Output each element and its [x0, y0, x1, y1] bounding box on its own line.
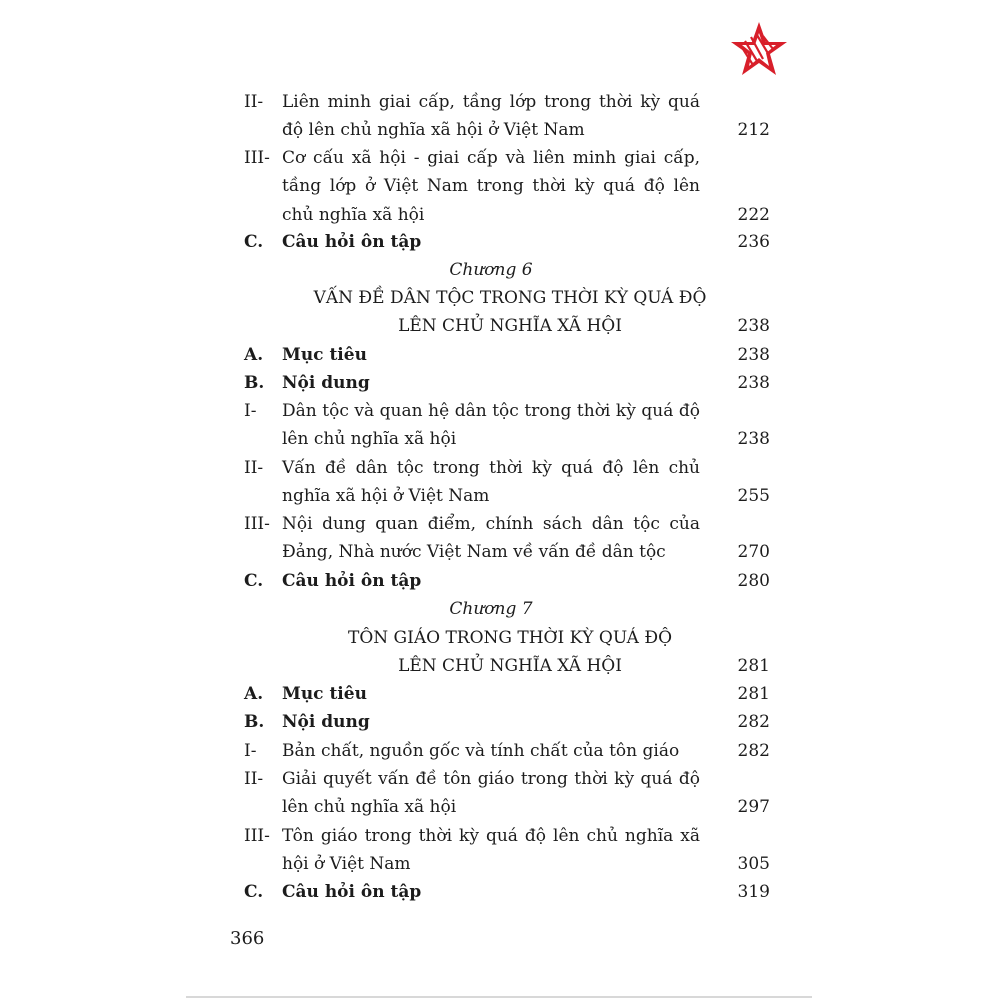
entry-page: 281: [737, 684, 770, 704]
entry-number: A.: [244, 684, 264, 704]
entry-title: Nội dung: [282, 712, 370, 732]
entry-number: I-: [244, 741, 257, 761]
entry-title: Liên minh giai cấp, tầng lớp trong thời kỳ quá độ lên chủ nghĩa xã hội ở Việt Nam: [282, 92, 700, 141]
entry-number: C.: [244, 882, 264, 902]
entry-number: C.: [244, 571, 264, 591]
entry-page: 255: [737, 486, 770, 507]
bottom-divider: [186, 996, 812, 998]
toc-page: [228, 0, 820, 1000]
entry-title: Nội dung: [282, 373, 370, 393]
entry-page: 305: [737, 854, 770, 875]
entry-page: 297: [737, 797, 770, 818]
toc-entry[interactable]: [244, 397, 770, 454]
toc-entry[interactable]: [244, 878, 770, 906]
entry-page: 280: [737, 571, 770, 591]
chapter-title[interactable]: [244, 624, 770, 681]
entry-title: Cơ cấu xã hội - giai cấp và liên minh giai cấp, tầng lớp ở Việt Nam trong thời kỳ quá độ lên chủ nghĩa xã hội: [282, 148, 700, 225]
chapter-label: Chương 6: [449, 260, 533, 280]
chapter-label: Chương 7: [449, 599, 533, 619]
entry-number: III-: [244, 514, 270, 534]
entry-number: I-: [244, 401, 257, 421]
toc-entry[interactable]: [244, 708, 770, 736]
entry-title: Mục tiêu: [282, 345, 367, 365]
entry-title: Vấn đề dân tộc trong thời kỳ quá độ lên chủ nghĩa xã hội ở Việt Nam: [282, 458, 700, 507]
entry-title: Dân tộc và quan hệ dân tộc trong thời kỳ quá độ lên chủ nghĩa xã hội: [282, 401, 700, 450]
entry-number: II-: [244, 92, 264, 112]
entry-title: Câu hỏi ôn tập: [282, 232, 422, 252]
toc-entry[interactable]: [244, 454, 770, 511]
entry-title: Mục tiêu: [282, 684, 367, 704]
entry-page: 236: [737, 232, 770, 252]
entry-page: 319: [737, 882, 770, 902]
entry-title: Câu hỏi ôn tập: [282, 571, 422, 591]
chapter-title[interactable]: [244, 284, 770, 341]
entry-number: B.: [244, 373, 265, 393]
entry-number: III-: [244, 148, 270, 168]
entry-number: III-: [244, 826, 270, 846]
toc-entry[interactable]: [244, 510, 770, 567]
toc-entry[interactable]: [244, 680, 770, 708]
entry-number: II-: [244, 769, 264, 789]
entry-title: Giải quyết vấn đề tôn giáo trong thời kỳ quá độ lên chủ nghĩa xã hội: [282, 769, 700, 818]
entry-title: Câu hỏi ôn tập: [282, 882, 422, 902]
entry-number: B.: [244, 712, 265, 732]
entry-page: 238: [737, 345, 770, 365]
toc-entry[interactable]: [244, 88, 770, 145]
entry-number: C.: [244, 232, 264, 252]
chapter-title-line: LÊN CHỦ NGHĨA XÃ HỘI: [398, 656, 622, 677]
toc-entry[interactable]: [244, 737, 770, 765]
toc-entry[interactable]: [244, 765, 770, 822]
entry-page: 282: [737, 712, 770, 732]
entry-page: 238: [737, 429, 770, 450]
entry-number: A.: [244, 345, 264, 365]
entry-title: Bản chất, nguồn gốc và tính chất của tôn giáo: [282, 741, 680, 761]
entry-page: 238: [737, 373, 770, 393]
entry-title: Nội dung quan điểm, chính sách dân tộc của Đảng, Nhà nước Việt Nam về vấn đề dân tộc: [282, 514, 700, 563]
toc-entry[interactable]: [244, 822, 770, 879]
toc-entry[interactable]: [244, 567, 770, 595]
toc-entry[interactable]: [244, 228, 770, 256]
toc-entry[interactable]: [244, 341, 770, 369]
entry-title: Tôn giáo trong thời kỳ quá độ lên chủ nghĩa xã hội ở Việt Nam: [282, 826, 700, 875]
chapter-page: 281: [737, 656, 770, 677]
toc-entry[interactable]: [244, 144, 770, 229]
toc-entry[interactable]: [244, 369, 770, 397]
footer-page-number: 366: [230, 928, 265, 949]
entry-page: 282: [737, 741, 770, 761]
chapter-title-line: LÊN CHỦ NGHĨA XÃ HỘI: [398, 316, 622, 337]
entry-number: II-: [244, 458, 264, 478]
entry-page: 212: [737, 120, 770, 141]
entry-page: 222: [737, 204, 770, 225]
chapter-title-line: TÔN GIÁO TRONG THỜI KỲ QUÁ ĐỘ: [347, 628, 673, 648]
chapter-page: 238: [737, 316, 770, 337]
chapter-title-line: VẤN ĐỀ DÂN TỘC TRONG THỜI KỲ QUÁ ĐỘ: [313, 288, 707, 308]
entry-page: 270: [737, 542, 770, 563]
